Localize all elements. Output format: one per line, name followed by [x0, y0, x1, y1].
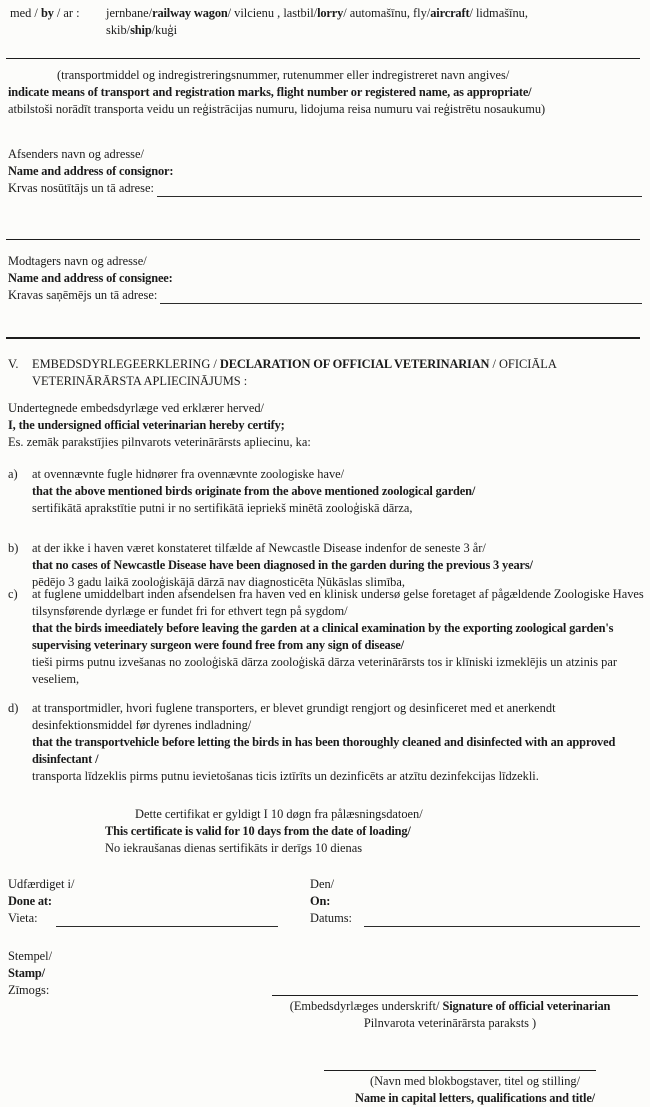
- consignee-label-latvian: Kravas saņēmējs un tā adrese:: [8, 288, 158, 302]
- date-danish: Den/: [310, 877, 335, 891]
- clause-c: [8, 586, 646, 688]
- stamp-latvian: Zīmogs:: [8, 983, 50, 997]
- consignor-label-english: Name and address of consignor:: [8, 164, 174, 178]
- separator-rule-2: [6, 239, 640, 240]
- clause-c-danish: at fuglene umiddelbart inden afsendelsen fra haven ved en klinisk undersø gelse foretaget af pågældende Zoologiske Haves tilsynsførende dyrlæge er fundet fri for ethvert tegn på sygdom/: [32, 587, 644, 618]
- signature-caption-line1: [254, 998, 646, 1015]
- clause-a-latvian: sertifikātā aprakstītie putni ir no sertifikātā iepriekš minētā zooloģiskā dārza,: [32, 501, 413, 515]
- clause-c-latvian: tieši pirms putnu izvešanas no zooloģiskā dārza zooloģiskā dārza veterinārārsts tos ir klīniski izmeklējis un atzinis par veseliem,: [32, 655, 617, 686]
- transport-means-line1: [106, 5, 642, 22]
- transport-l2-seg-0: skib/: [106, 23, 131, 37]
- transport-label-seg-1: by: [40, 6, 54, 20]
- transport-l1-seg-6: / lidmašīnu,: [469, 6, 528, 20]
- stamp-block: [8, 948, 208, 999]
- transport-note-danish: (transportmiddel og indregistreringsnummer, rutenummer eller indregistreret navn angives/: [57, 68, 510, 82]
- transport-l2-seg-1: ship: [130, 23, 152, 37]
- stamp-english: Stamp/: [8, 966, 45, 980]
- clause-b-text: [32, 540, 646, 591]
- declaration-intro-english: I, the undersigned official veterinarian hereby certify;: [8, 418, 285, 432]
- consignee-latvian-row: [8, 287, 642, 304]
- consignor-label-latvian: Krvas nosūtītājs un tā adrese:: [8, 181, 154, 195]
- section-v-title-english: DECLARATION OF OFFICIAL VETERINARIAN: [219, 357, 490, 371]
- consignor-block: [8, 146, 642, 197]
- transport-label-seg-2: / ar :: [53, 6, 80, 20]
- transport-means-row: [10, 5, 642, 39]
- done-at-english: Done at:: [8, 894, 52, 908]
- clause-b-latvian: pēdējo 3 gadu laikā zooloģiskājā dārzā nav diagnosticēta Ņūkāslas slimība,: [32, 575, 405, 589]
- done-at-latvian: Vieta:: [8, 911, 38, 925]
- separator-rule-1: [6, 58, 640, 59]
- transport-note: [8, 67, 644, 118]
- clause-c-letter: c): [8, 587, 18, 601]
- section-v-title: [32, 356, 622, 390]
- transport-l1-seg-2: / vilcienu , lastbil/: [227, 6, 318, 20]
- transport-means-options: [106, 5, 642, 39]
- clause-b-english: that no cases of Newcastle Disease have been diagnosed in the garden during the previous 3 years/: [32, 558, 533, 572]
- consignee-address-blank-line: [160, 287, 642, 304]
- section-v-title-danish: EMBEDSDYRLEGEERKLERING /: [32, 357, 220, 371]
- clause-a-letter: a): [8, 467, 18, 481]
- clause-c-english: that the birds imeediately before leaving the garden at a clinical examination by the exporting zoological garden's supervising veterinary surgeon were found free from any sign of disease/: [32, 621, 614, 652]
- signature-caption: [254, 998, 646, 1032]
- consignor-label-danish: Afsenders navn og adresse/: [8, 147, 144, 161]
- transport-note-english: indicate means of transport and registration marks, flight number or registered name, as appropriate/: [8, 85, 532, 99]
- transport-l2-seg-2: /kuģi: [151, 23, 178, 37]
- validity-latvian: No iekraušanas dienas sertifikāts ir derīgs 10 dienas: [105, 841, 363, 855]
- clause-d: [8, 700, 646, 785]
- validity-block: [105, 806, 575, 857]
- consignee-block: [8, 253, 642, 304]
- done-at-danish: Udfærdiget i/: [8, 877, 75, 891]
- declaration-intro-latvian: Es. zemāk parakstījies pilnvarots veterinārārsts apliecinu, ka:: [8, 435, 311, 449]
- done-at-latvian-row: [8, 910, 278, 927]
- transport-means-label: [10, 5, 106, 39]
- clause-a: [8, 466, 646, 517]
- consignor-address-blank-line: [157, 180, 642, 197]
- clause-a-english: that the above mentioned birds originate from the above mentioned zoological garden/: [32, 484, 476, 498]
- consignee-label-english: Name and address of consignee:: [8, 271, 173, 285]
- date-latvian: Datums:: [310, 911, 352, 925]
- transport-label-seg-0: med /: [10, 6, 41, 20]
- date-english: On:: [310, 894, 331, 908]
- signature-caption-latvian: Pilnvarota veterinārārsta paraksts ): [363, 1016, 537, 1030]
- declaration-intro-danish: Undertegnede embedsdyrlæge ved erklærer herved/: [8, 401, 264, 415]
- clause-b-letter: b): [8, 541, 19, 555]
- transport-l1-seg-1: railway wagon: [152, 6, 228, 20]
- clause-d-text: [32, 700, 646, 785]
- transport-means-line2: [106, 22, 642, 39]
- declaration-intro: [8, 400, 644, 451]
- date-blank-line: [364, 910, 640, 927]
- clause-c-text: [32, 586, 646, 688]
- clause-d-danish: at transportmidler, hvori fuglene transporters, er blevet grundigt rengjort og desinficeret med et anerkendt desinfektionsmiddel før dyrenes indladning/: [32, 701, 556, 732]
- clause-d-latvian: transporta līdzeklis pirms putnu ievietošanas ticis iztīrīts un dezinficēts ar atzītu dezinfekcijas līdzekli.: [32, 769, 539, 783]
- done-at-blank-line: [56, 910, 278, 927]
- date-block: [310, 876, 640, 927]
- section-v-number: V.: [8, 357, 19, 371]
- clause-b: [8, 540, 646, 591]
- date-latvian-row: [310, 910, 640, 927]
- name-line: [324, 1070, 596, 1071]
- done-at-block: [8, 876, 278, 927]
- clause-b-danish: at der ikke i haven været konstateret tilfælde af Newcastle Disease indenfor de seneste 3 år/: [32, 541, 486, 555]
- transport-l1-seg-3: lorry: [317, 6, 344, 20]
- signature-caption-danish: (Embedsdyrlæges underskrift/: [289, 999, 443, 1013]
- validity-danish: Dette certifikat er gyldigt I 10 døgn fra pålæsningsdatoen/: [135, 807, 423, 821]
- section-v-heading: [8, 356, 622, 390]
- stamp-danish: Stempel/: [8, 949, 53, 963]
- separator-rule-3: [6, 337, 640, 339]
- consignor-latvian-row: [8, 180, 642, 197]
- clause-a-danish: at ovennævnte fugle hidnører fra ovennævnte zoologiske have/: [32, 467, 345, 481]
- clause-d-letter: d): [8, 701, 19, 715]
- consignee-label-danish: Modtagers navn og adresse/: [8, 254, 147, 268]
- name-caption: [300, 1073, 650, 1107]
- transport-l1-seg-5: aircraft: [430, 6, 470, 20]
- section-v-title-latvian: / OFICIĀLA VETERINĀRĀRSTA APLIECINĀJUMS :: [32, 357, 557, 388]
- name-caption-english: Name in capital letters, qualifications and title/: [355, 1091, 595, 1105]
- signature-line: [272, 995, 638, 996]
- name-caption-danish: (Navn med blokbogstaver, titel og stilling/: [369, 1074, 581, 1088]
- clause-d-english: that the transportvehicle before letting the birds in has been thoroughly cleaned and disinfected with an approved disinfectant /: [32, 735, 616, 766]
- validity-english: This certificate is valid for 10 days from the date of loading/: [105, 824, 411, 838]
- clause-a-text: [32, 466, 646, 517]
- transport-l1-seg-4: / automašīnu, fly/: [343, 6, 431, 20]
- transport-l1-seg-0: jernbane/: [106, 6, 153, 20]
- transport-note-latvian: atbilstoši norādīt transporta veidu un reģistrācijas numuru, lidojuma reisa numuru vai reģistrētu nosaukumu): [8, 102, 546, 116]
- signature-caption-english: Signature of official veterinarian: [442, 999, 611, 1013]
